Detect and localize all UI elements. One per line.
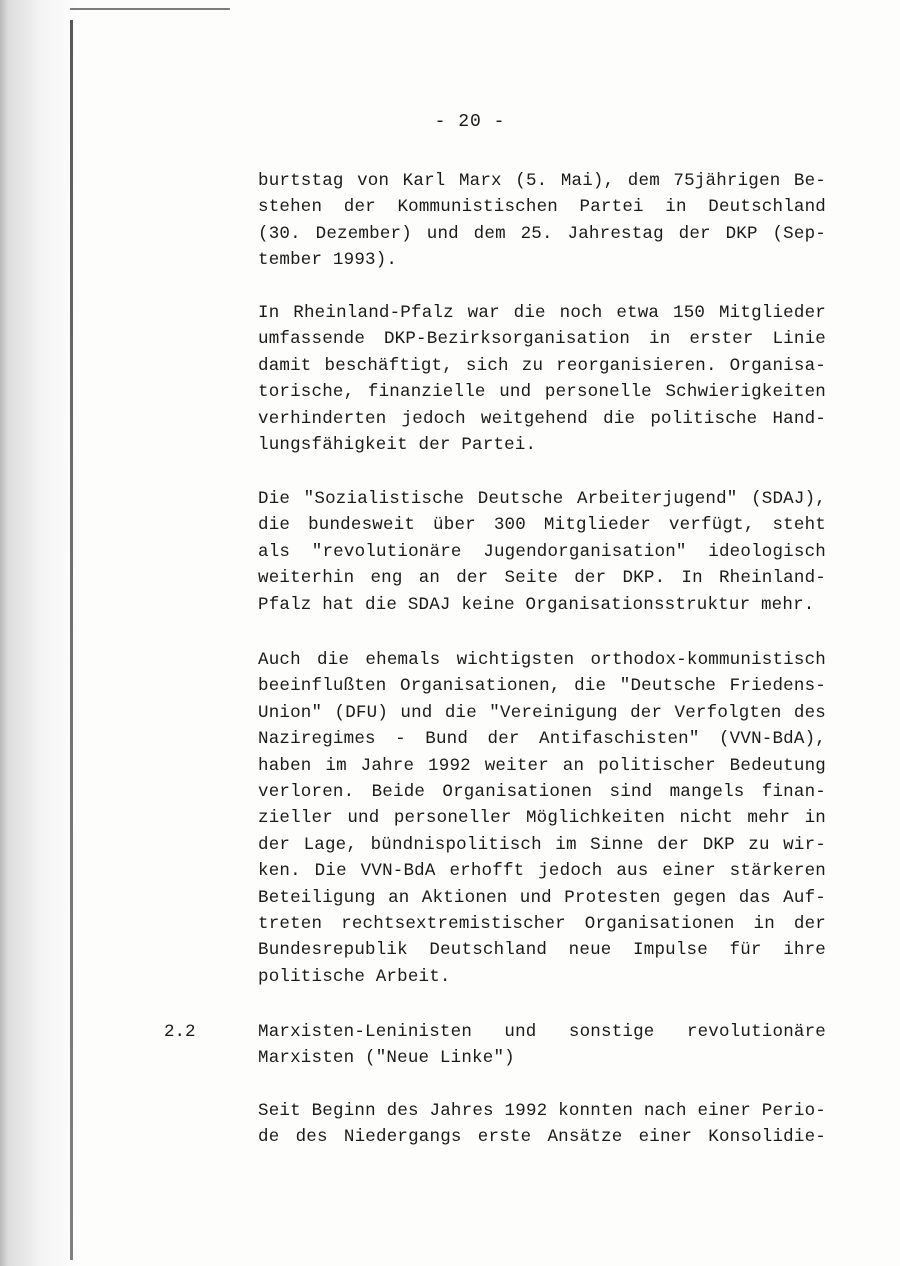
text-line: (30. Dezember) und dem 25. Jahrestag der DKP (Sep- <box>258 223 826 244</box>
text-line: verloren. Beide Organisationen sind mangels finan- <box>258 781 826 802</box>
text-line: ken. Die VVN-BdA erhofft jedoch aus einer stärkeren <box>258 861 826 882</box>
text-line: haben im Jahre 1992 weiter an politischer Bedeutung <box>258 755 826 776</box>
heading-line: Marxisten-Leninisten und sonstige revolutionäre <box>258 1022 826 1042</box>
text-line: verhinderten jedoch weitgehend die politische Hand- <box>258 408 826 429</box>
text-line: die bundesweit über 300 Mitglieder verfügt, steht <box>258 515 826 536</box>
scan-mark <box>70 8 230 10</box>
text-line: lungsfähigkeit der Partei. <box>258 434 537 455</box>
text-line: Seit Beginn des Jahres 1992 konnten nach einer Perio- <box>258 1101 826 1121</box>
paragraph-1 <box>258 168 826 274</box>
text-line: damit beschäftigt, sich zu reorganisieren. Organisa- <box>258 355 826 376</box>
text-line: Die "Sozialistische Deutsche Arbeiterjugend" (SDAJ), <box>258 489 826 509</box>
heading-line: Marxisten ("Neue Linke") <box>258 1048 515 1069</box>
text-line: Union" (DFU) und die "Vereinigung der Verfolgten des <box>258 702 826 723</box>
text-line: Pfalz hat die SDAJ keine Organisationsstruktur mehr. <box>258 594 815 615</box>
text-line: als "revolutionäre Jugendorganisation" ideologisch <box>258 541 826 562</box>
section-number: 2.2 <box>164 1022 196 1042</box>
text-line: politische Arbeit. <box>258 966 451 987</box>
section-heading <box>258 1019 826 1072</box>
text-line: Beteiligung an Aktionen und Protesten gegen das Auf- <box>258 887 826 908</box>
binding-shadow <box>0 0 80 1266</box>
text-line: zieller und personeller Möglichkeiten nicht mehr in <box>258 808 826 829</box>
text-line: stehen der Kommunistischen Partei in Deutschland <box>258 197 826 218</box>
text-line: Naziregimes - Bund der Antifaschisten" (VVN-BdA), <box>258 729 826 750</box>
text-line: weiterhin eng an der Seite der DKP. In Rheinland- <box>258 568 826 589</box>
page-number: - 20 - <box>434 112 506 132</box>
paragraph-2 <box>258 300 826 458</box>
text-line: Auch die ehemals wichtigsten orthodox-kommunistisch <box>258 650 826 670</box>
text-line: de des Niedergangs erste Ansätze einer Konsolidie- <box>258 1127 826 1148</box>
text-line: In Rheinland-Pfalz war die noch etwa 150 Mitglieder <box>258 303 826 323</box>
binding-edge <box>70 20 73 1260</box>
text-line: burtstag von Karl Marx (5. Mai), dem 75jährigen Be- <box>258 171 826 191</box>
text-line: der Lage, bündnispolitisch im Sinne der DKP zu wir- <box>258 834 826 855</box>
text-line: umfassende DKP-Bezirksorganisation in erster Linie <box>258 329 826 350</box>
paragraph-3 <box>258 486 826 618</box>
text-line: torische, finanzielle und personelle Schwierigkeiten <box>258 382 826 403</box>
paragraph-5 <box>258 1098 826 1151</box>
paragraph-4 <box>258 647 826 990</box>
text-line: beeinflußten Organisationen, die "Deutsche Friedens- <box>258 676 826 697</box>
text-line: Bundesrepublik Deutschland neue Impulse für ihre <box>258 940 826 961</box>
text-line: treten rechtsextremistischer Organisationen in der <box>258 913 826 934</box>
text-line: tember 1993). <box>258 250 398 271</box>
